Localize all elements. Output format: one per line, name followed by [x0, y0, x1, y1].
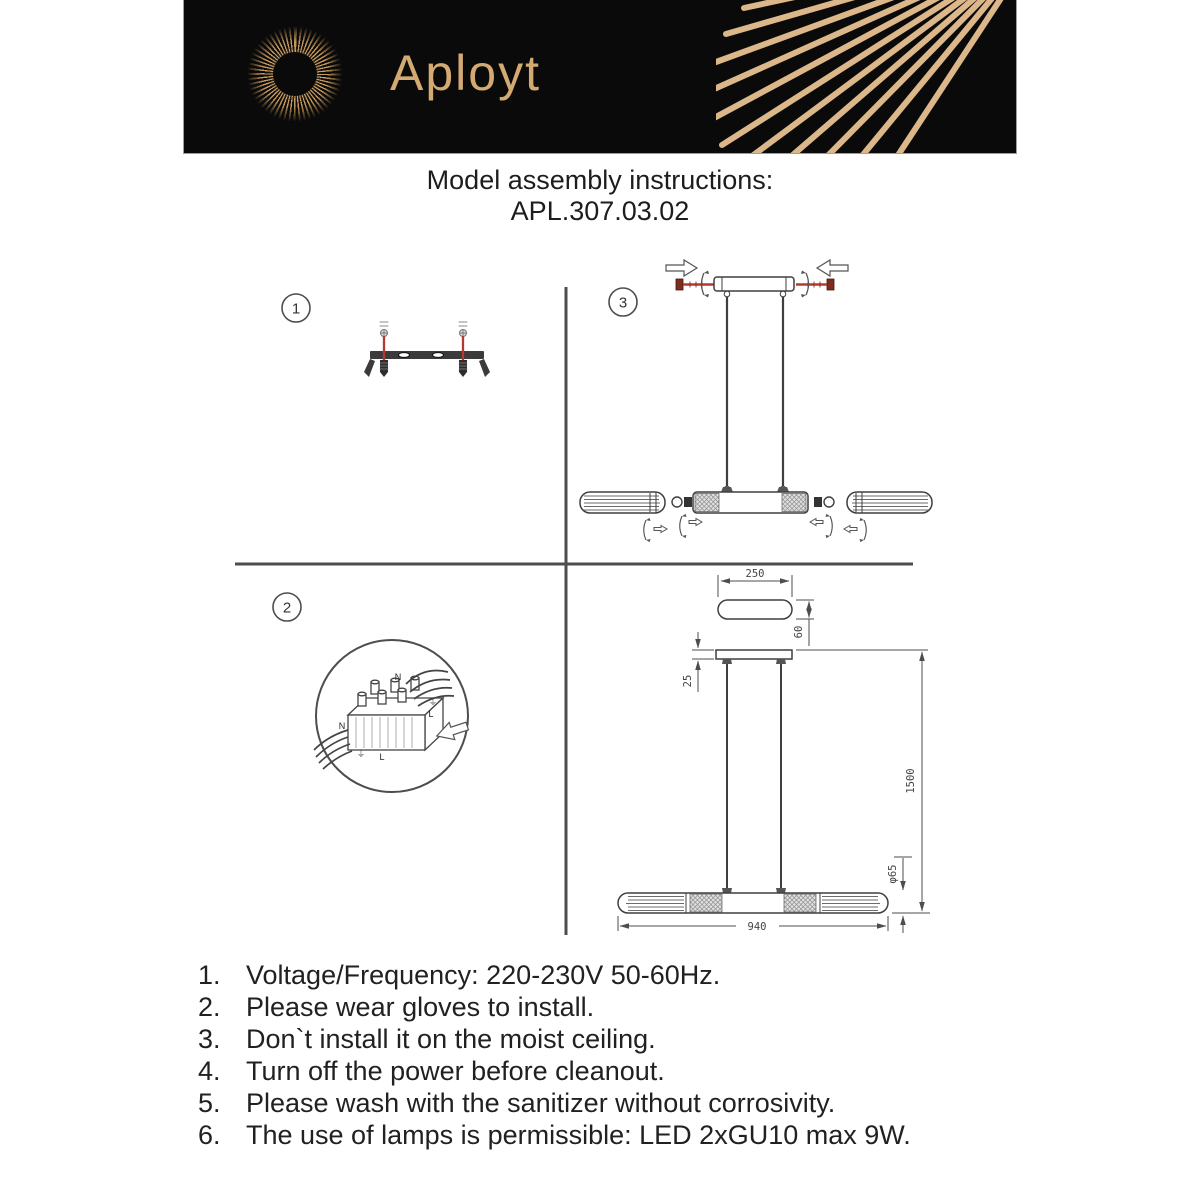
bracket-hook-right	[479, 359, 490, 377]
item-text: The use of lamps is permissible: LED 2xGU10 max 9W.	[246, 1120, 911, 1150]
list-item	[198, 1023, 911, 1055]
lamp-body	[693, 487, 808, 513]
model-number: APL.307.03.02	[510, 196, 690, 226]
list-item	[198, 1087, 911, 1119]
item-text: Don`t install it on the moist ceiling.	[246, 1024, 656, 1054]
step3-diagram	[580, 260, 932, 542]
shade-right	[847, 492, 932, 513]
dim-label-60: 60	[793, 625, 805, 639]
item-number: 1.	[198, 960, 221, 990]
dim-label-25: 25	[682, 674, 694, 688]
list-item	[198, 1119, 911, 1151]
step2-diagram	[273, 593, 470, 792]
item-number: 4.	[198, 1056, 221, 1086]
step1-number: 1	[291, 300, 301, 318]
push-arrow-right-icon	[817, 260, 848, 276]
canopy-front-view	[716, 650, 792, 659]
bracket-slot	[399, 353, 410, 358]
list-item	[198, 1055, 911, 1087]
brand-name: Aployt	[390, 45, 541, 101]
step3-number: 3	[618, 294, 628, 312]
dim-label-1500: 1500	[905, 768, 917, 794]
page-title: Model assembly instructions:	[426, 165, 774, 195]
item-text: Turn off the power before cleanout.	[246, 1056, 665, 1086]
item-text: Voltage/Frequency: 220-230V 50-60Hz.	[246, 960, 721, 990]
canopy-screw-left	[676, 279, 714, 290]
twist-lock-indicators	[644, 514, 867, 542]
dim-label-250: 250	[745, 568, 765, 580]
instructions-list	[198, 959, 911, 1151]
dim-25	[692, 632, 714, 692]
list-item	[198, 959, 911, 991]
list-item	[198, 991, 911, 1023]
wire-label-earth-top: ⏚	[428, 697, 438, 707]
dim-label-phi65: φ65	[887, 864, 899, 884]
dimension-drawing	[618, 568, 930, 933]
item-number: 3.	[198, 1024, 221, 1054]
gu10-bulb-right	[814, 497, 834, 507]
bracket-hook-left	[364, 359, 375, 377]
gu10-bulb-left	[672, 497, 692, 507]
lamp-body-front	[618, 893, 888, 913]
push-arrow-left-icon	[666, 260, 697, 276]
wire-label-l-bottom: L	[379, 752, 385, 762]
item-text: Please wear gloves to install.	[246, 992, 595, 1022]
shade-left	[580, 492, 665, 513]
screw-anchor-left	[380, 322, 388, 377]
canopy-top-view	[718, 600, 792, 619]
wire-label-n-bottom: N	[338, 721, 346, 731]
wire-label-l-top: L	[428, 709, 434, 719]
wire-label-n-top: N	[394, 672, 402, 682]
dim-label-940: 940	[747, 921, 767, 933]
canopy-screw-right	[796, 279, 834, 290]
wire-label-earth-bottom: ⏚	[356, 749, 366, 759]
bracket-slot	[433, 353, 444, 358]
item-number: 2.	[198, 992, 221, 1022]
item-number: 6.	[198, 1120, 221, 1150]
ceiling-canopy	[714, 277, 794, 291]
step1-diagram	[282, 294, 490, 377]
item-number: 5.	[198, 1088, 221, 1118]
screw-anchor-right	[459, 322, 467, 377]
step2-number: 2	[282, 599, 292, 617]
mounting-bracket	[370, 351, 484, 359]
item-text: Please wash with the sanitizer without corrosivity.	[246, 1088, 836, 1118]
